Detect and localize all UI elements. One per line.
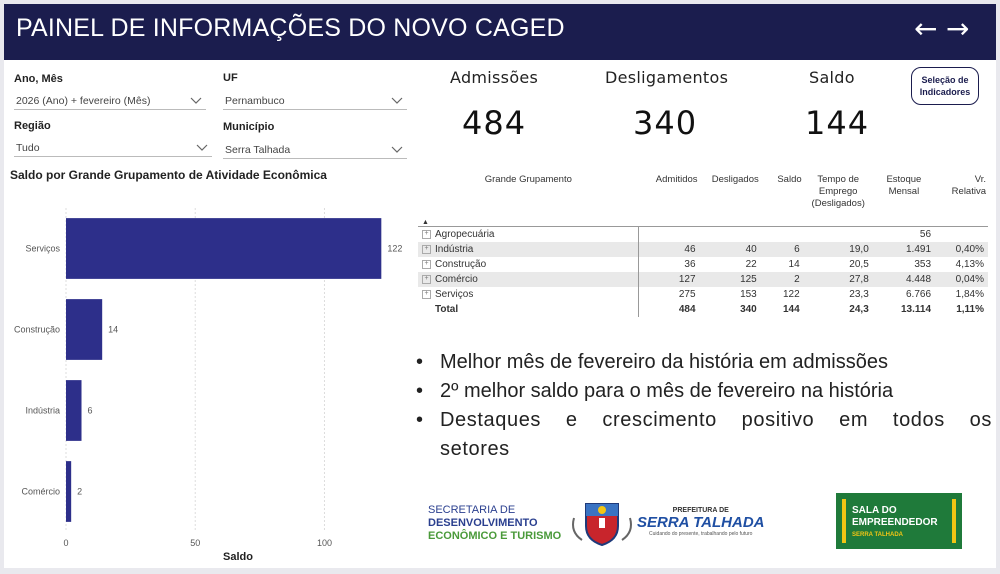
- cell-vr: 4,13%: [955, 259, 984, 270]
- col-header-vr[interactable]: Vr. Relativa: [951, 174, 986, 197]
- header-bar: [4, 4, 996, 60]
- kpi-saldo-label: Saldo: [809, 68, 855, 87]
- row-label: Comércio: [435, 274, 478, 285]
- cell-vr: 0,04%: [935, 272, 988, 287]
- col-header-saldo[interactable]: Saldo: [777, 174, 802, 185]
- table-header-row: [418, 172, 988, 220]
- expand-icon[interactable]: +: [422, 290, 431, 299]
- col-header-tempo[interactable]: Tempo de Emprego (Desligados): [811, 174, 865, 209]
- cell-desligados: 125: [700, 272, 761, 287]
- filter-label-uf: UF: [223, 72, 238, 84]
- table-row[interactable]: [418, 242, 988, 257]
- filter-label-municipio: Município: [223, 121, 275, 133]
- data-label: 122: [387, 243, 403, 254]
- dashboard-frame: [4, 4, 996, 568]
- cell-admitidos: 127: [639, 272, 700, 287]
- kpi-desligamentos-value: 340: [633, 104, 698, 142]
- municipio-dropdown[interactable]: [223, 141, 407, 159]
- x-tick-label: 50: [190, 538, 201, 548]
- col-header-grupo[interactable]: Grande Grupamento: [484, 174, 572, 185]
- col-header-estoque[interactable]: Estoque Mensal: [886, 174, 922, 197]
- x-tick-label: 100: [316, 538, 332, 548]
- cell-tempo: 23,3: [849, 289, 869, 300]
- list-item: • 2º melhor saldo para o mês de fevereiro na história: [412, 377, 992, 406]
- saldo-bar-chart: [4, 186, 414, 564]
- cell-estoque: 56: [919, 229, 932, 240]
- cell-tempo: 24,3: [849, 304, 869, 315]
- bar-comercio: [66, 461, 71, 522]
- page-title: PAINEL DE INFORMAÇÕES DO NOVO CAGED: [16, 14, 565, 42]
- uf-value: Pernambuco: [225, 95, 285, 107]
- cell-saldo: [761, 227, 804, 243]
- data-label: 2: [77, 486, 83, 497]
- cell-desligados: 340: [740, 304, 757, 315]
- list-item: • Melhor mês de fevereiro da história em admissões: [412, 348, 992, 377]
- data-label: 6: [87, 405, 93, 416]
- highlights-list: [412, 348, 992, 464]
- kpi-admissoes-label: Admissões: [450, 68, 539, 87]
- data-label: 14: [108, 324, 119, 335]
- cell-grupo: [418, 227, 639, 243]
- cell-estoque: 1.491: [873, 242, 935, 257]
- row-label: Indústria: [435, 244, 474, 255]
- cell-estoque: 6.766: [905, 289, 932, 300]
- cell-admitidos: [639, 227, 700, 243]
- cell-desligados: 40: [700, 242, 761, 257]
- cell-saldo: 2: [761, 272, 804, 287]
- chart-title: Saldo por Grande Grupamento de Atividade Econômica: [10, 168, 327, 182]
- coat-of-arms-icon: [568, 498, 636, 548]
- ano-mes-value: 2026 (Ano) + fevereiro (Mês): [16, 95, 151, 107]
- grupamento-table: [418, 172, 988, 317]
- cell-admitidos: 484: [678, 304, 696, 315]
- prefeitura-text: PREFEITURA DE SERRA TALHADA Cuidando do presente, trabalhando pelo futuro: [637, 507, 765, 537]
- selecao-line1: Seleção de: [921, 75, 969, 85]
- table-total-row[interactable]: [418, 302, 988, 317]
- cell-tempo: 27,8: [804, 272, 873, 287]
- cell-grupo: [418, 302, 639, 317]
- cell-saldo: 6: [761, 242, 804, 257]
- cell-grupo: [418, 242, 639, 257]
- chevron-down-icon: [391, 144, 403, 154]
- cell-desligados: 22: [745, 259, 757, 270]
- table-row[interactable]: [418, 287, 988, 302]
- kpi-admissoes-value: 484: [462, 104, 527, 142]
- category-label: Indústria: [25, 405, 60, 416]
- sort-asc-icon[interactable]: ▲: [422, 219, 429, 226]
- cell-admitidos: 46: [639, 242, 700, 257]
- cell-grupo: [418, 272, 639, 287]
- cell-vr: [935, 227, 988, 243]
- municipio-value: Serra Talhada: [225, 144, 291, 156]
- cell-admitidos: 275: [678, 289, 696, 300]
- cell-admitidos: 36: [684, 259, 696, 270]
- cell-vr: 0,40%: [935, 242, 988, 257]
- cell-saldo: 144: [782, 304, 800, 315]
- list-item: • Destaques e crescimento positivo em todos os setores: [412, 406, 992, 464]
- forward-arrow-icon[interactable]: →: [946, 12, 970, 45]
- cell-vr: 1,84%: [955, 289, 984, 300]
- row-label: Construção: [435, 259, 487, 270]
- cell-estoque: 13.114: [900, 304, 932, 315]
- cell-saldo: 122: [782, 289, 800, 300]
- sala-empreendedor-logo: SALA DO EMPREENDEDOR SERRA TALHADA: [836, 493, 962, 549]
- cell-tempo: 20,5: [849, 259, 869, 270]
- cell-desligados: [700, 227, 761, 243]
- row-label: Total: [435, 304, 459, 315]
- x-axis-label: Saldo: [223, 551, 253, 563]
- expand-icon[interactable]: +: [422, 230, 431, 239]
- prefeitura-logo: [568, 498, 636, 552]
- category-label: Serviços: [25, 243, 60, 254]
- cell-desligados: 153: [740, 289, 757, 300]
- selecao-line2: Indicadores: [919, 87, 971, 97]
- kpi-saldo-value: 144: [805, 104, 870, 142]
- cell-grupo: [418, 287, 639, 302]
- table-row[interactable]: [418, 227, 988, 243]
- chevron-down-icon: [196, 142, 208, 152]
- filter-label-ano-mes: Ano, Mês: [14, 73, 63, 85]
- category-label: Construção: [13, 324, 60, 335]
- expand-icon[interactable]: +: [422, 245, 431, 254]
- bar-construcao: [66, 299, 102, 360]
- bar-servicos: [66, 218, 381, 279]
- ano-mes-dropdown[interactable]: [14, 92, 206, 110]
- category-label: Comércio: [21, 486, 60, 497]
- cell-saldo: 14: [788, 259, 800, 270]
- cell-vr: 1,11%: [956, 304, 984, 315]
- table-row[interactable]: [418, 257, 988, 272]
- row-label: Agropecuária: [435, 229, 495, 240]
- expand-icon[interactable]: +: [422, 260, 431, 269]
- regiao-value: Tudo: [16, 142, 40, 154]
- cell-grupo: [418, 257, 639, 272]
- row-label: Serviços: [435, 289, 474, 300]
- chevron-down-icon: [190, 95, 202, 105]
- cell-estoque: 353: [914, 259, 932, 270]
- regiao-dropdown[interactable]: [14, 139, 212, 157]
- kpi-desligamentos-label: Desligamentos: [605, 68, 729, 87]
- col-header-admitidos[interactable]: Admitidos: [655, 174, 698, 185]
- secretaria-logo: SECRETARIA DE DESENVOLVIMENTO ECONÔMICO E TURISMO: [428, 504, 562, 542]
- chevron-down-icon: [391, 95, 403, 105]
- selecao-indicadores-button[interactable]: [911, 67, 979, 105]
- cell-tempo: [804, 227, 873, 243]
- x-tick-label: 0: [63, 538, 69, 548]
- col-header-desligados[interactable]: Desligados: [711, 174, 759, 185]
- cell-tempo: 19,0: [804, 242, 873, 257]
- bar-industria: [66, 380, 82, 441]
- expand-icon[interactable]: +: [422, 275, 431, 284]
- filter-label-regiao: Região: [14, 120, 51, 132]
- table-row[interactable]: [418, 272, 988, 287]
- cell-estoque: 4.448: [873, 272, 935, 287]
- uf-dropdown[interactable]: [223, 92, 407, 110]
- back-arrow-icon[interactable]: ←: [914, 12, 938, 45]
